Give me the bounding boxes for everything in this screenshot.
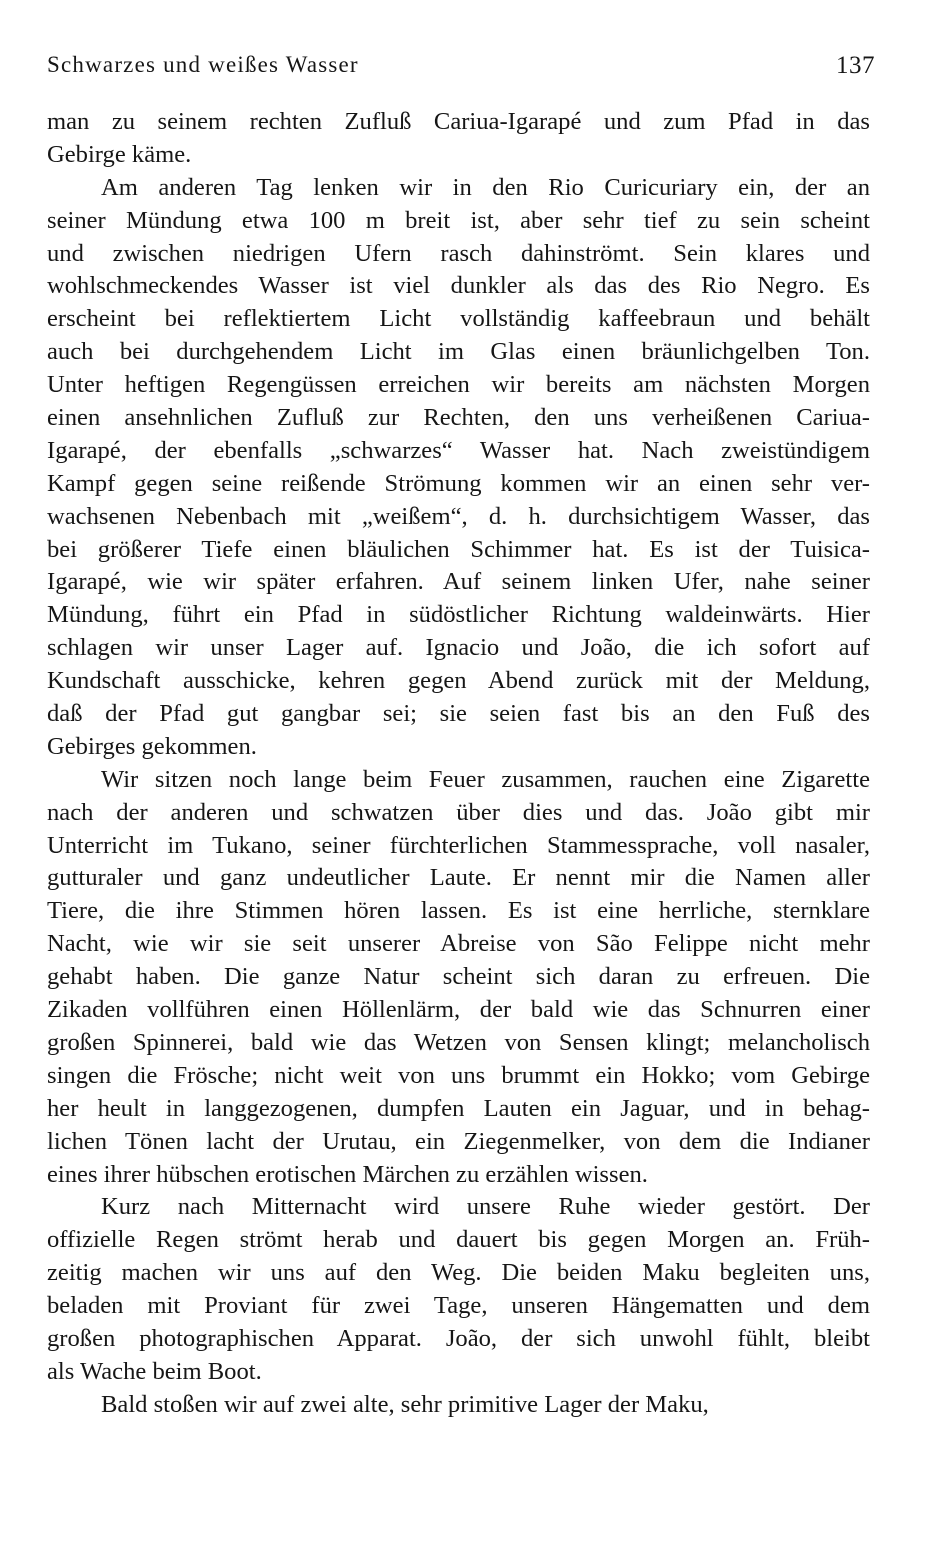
- text-line: beladen mit Proviant für zwei Tage, unseren Hängematten und dem: [47, 1292, 870, 1320]
- text-line: gutturaler und ganz undeutlicher Laute. Er nennt mir die Namen aller: [47, 864, 870, 892]
- paragraph: [47, 1191, 870, 1388]
- text-line: wohlschmeckendes Wasser ist viel dunkler als das des Rio Negro. Es: [47, 272, 870, 300]
- text-line: Bald stoßen wir auf zwei alte, sehr primitive Lager der Maku,: [101, 1390, 709, 1418]
- text-line: her heult in langgezogenen, dumpfen Lauten ein Jaguar, und in behag-: [47, 1094, 870, 1122]
- running-head: [47, 52, 875, 82]
- text-line: großen photographischen Apparat. João, der sich unwohl fühlt, bleibt: [47, 1324, 870, 1352]
- text-line: Gebirge käme.: [47, 140, 192, 168]
- paragraph: [47, 172, 870, 764]
- text-line: Igarapé, wie wir später erfahren. Auf seinem linken Ufer, nahe seiner: [47, 568, 870, 596]
- text-line: erscheint bei reflektiertem Licht vollständig kaffeebraun und behält: [47, 305, 870, 333]
- text-line: seiner Mündung etwa 100 m breit ist, aber sehr tief zu sein scheint: [47, 206, 870, 234]
- page-number: 137: [836, 52, 875, 79]
- text-line: Unter heftigen Regengüssen erreichen wir bereits am nächsten Morgen: [47, 371, 870, 399]
- text-line: Gebirges gekommen.: [47, 732, 257, 760]
- text-line: Mündung, führt ein Pfad in südöstlicher Richtung waldeinwärts. Hier: [47, 601, 870, 629]
- text-line: Wir sitzen noch lange beim Feuer zusammen, rauchen eine Zigarette: [101, 765, 870, 793]
- text-line: offizielle Regen strömt herab und dauert bis gegen Morgen an. Früh-: [47, 1226, 870, 1254]
- text-line: auch bei durchgehendem Licht im Glas einen bräunlichgelben Ton.: [47, 338, 870, 366]
- text-line: Unterricht im Tukano, seiner fürchterlichen Stammessprache, voll nasaler,: [47, 831, 870, 859]
- text-line: gehabt haben. Die ganze Natur scheint sich daran zu erfreuen. Die: [47, 963, 870, 991]
- text-line: wachsenen Nebenbach mit „weißem“, d. h. durchsichtigem Wasser, das: [47, 502, 870, 530]
- text-line: Am anderen Tag lenken wir in den Rio Curicuriary ein, der an: [101, 173, 870, 201]
- text-line: als Wache beim Boot.: [47, 1357, 262, 1385]
- text-line: bei größerer Tiefe einen bläulichen Schimmer hat. Es ist der Tuisica-: [47, 535, 870, 563]
- text-line: Kampf gegen seine reißende Strömung kommen wir an einen sehr ver-: [47, 469, 870, 497]
- text-line: Tiere, die ihre Stimmen hören lassen. Es ist eine herrliche, sternklare: [47, 897, 870, 925]
- text-line: Zikaden vollführen einen Höllenlärm, der bald wie das Schnurren einer: [47, 996, 870, 1024]
- text-line: eines ihrer hübschen erotischen Märchen zu erzählen wissen.: [47, 1160, 648, 1188]
- paragraph: [47, 1389, 870, 1422]
- text-line: lichen Tönen lacht der Urutau, ein Ziegenmelker, von dem die Indianer: [47, 1127, 870, 1155]
- text-line: Kundschaft ausschicke, kehren gegen Abend zurück mit der Meldung,: [47, 667, 870, 695]
- text-line: und zwischen niedrigen Ufern rasch dahinströmt. Sein klares und: [47, 239, 870, 267]
- text-line: Igarapé, der ebenfalls „schwarzes“ Wasser hat. Nach zweistündigem: [47, 436, 870, 464]
- text-line: Nacht, wie wir sie seit unserer Abreise von São Felippe nicht mehr: [47, 930, 870, 958]
- text-line: Kurz nach Mitternacht wird unsere Ruhe wieder gestört. Der: [101, 1193, 870, 1221]
- text-line: großen Spinnerei, bald wie das Wetzen von Sensen klingt; melancholisch: [47, 1028, 870, 1056]
- text-line: singen die Frösche; nicht weit von uns brummt ein Hokko; vom Gebirge: [47, 1061, 870, 1089]
- text-line: daß der Pfad gut gangbar sei; sie seien fast bis an den Fuß des: [47, 700, 870, 728]
- text-line: nach der anderen und schwatzen über dies und das. João gibt mir: [47, 798, 870, 826]
- paragraph: [47, 106, 870, 172]
- body-text: [47, 106, 870, 1422]
- text-line: man zu seinem rechten Zufluß Cariua-Igarapé und zum Pfad in das: [47, 108, 870, 135]
- text-line: zeitig machen wir uns auf den Weg. Die beiden Maku begleiten uns,: [47, 1259, 870, 1287]
- running-head-title: Schwarzes und weißes Wasser: [47, 52, 359, 77]
- text-line: schlagen wir unser Lager auf. Ignacio und João, die ich sofort auf: [47, 634, 870, 662]
- paragraph: [47, 764, 870, 1192]
- text-line: einen ansehnlichen Zufluß zur Rechten, den uns verheißenen Cariua-: [47, 404, 870, 432]
